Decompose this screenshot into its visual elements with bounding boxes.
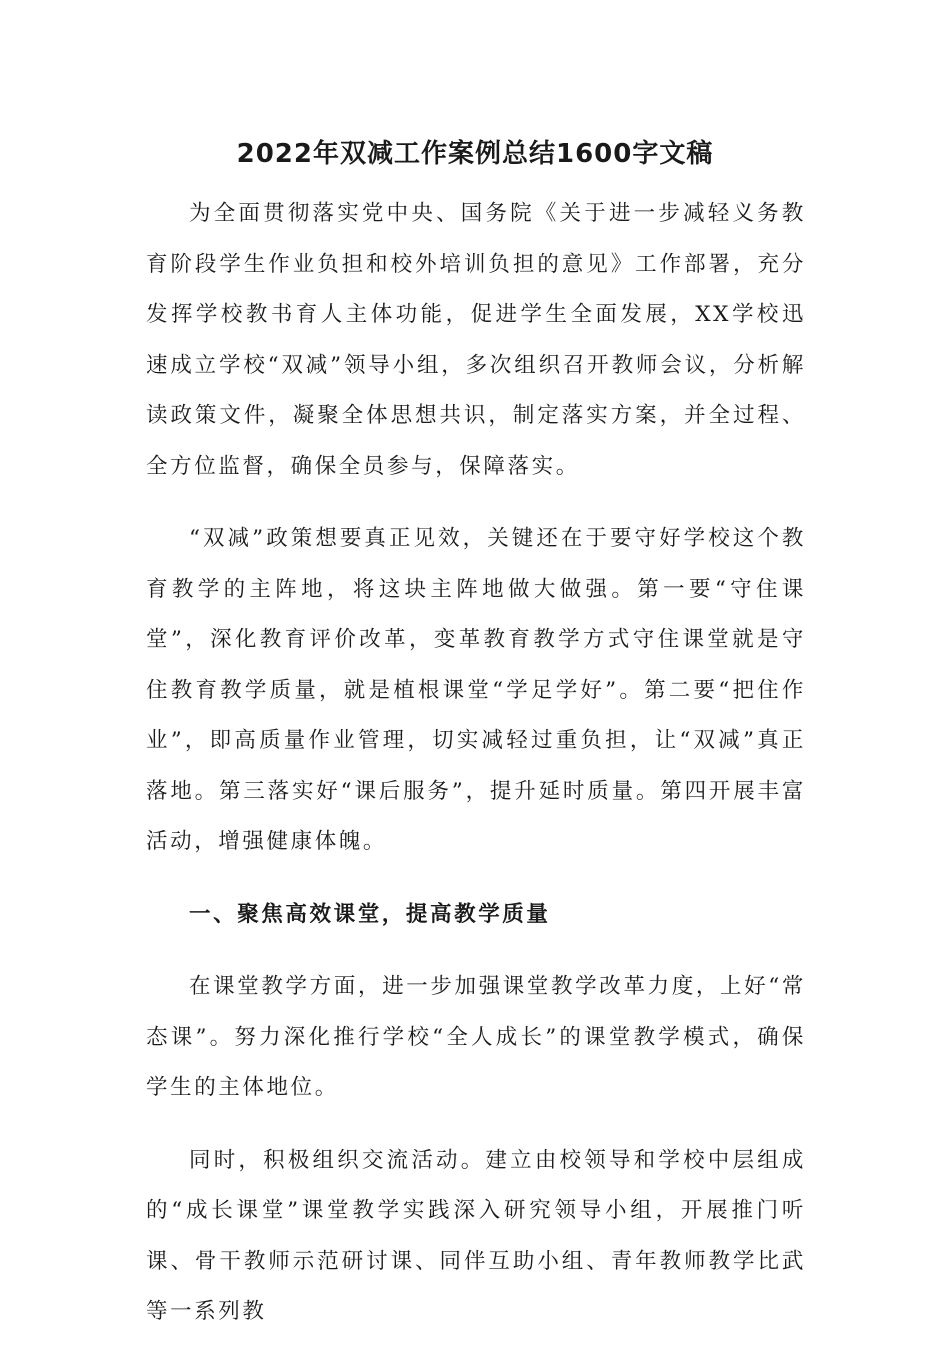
body-paragraph-1: 为全面贯彻落实党中央、国务院《关于进一步减轻义务教育阶段学生作业负担和校外培训负担的意见》工作部署，充分发挥学校教书育人主体功能，促进学生全面发展，XX学校迅速成立学校“双减”领导小组，多次组织召开教师会议，分析解读政策文件，凝聚全体思想共识，制定落实方案，并全过程、全方位监督，确保全员参与，保障落实。 <box>146 201 806 479</box>
document-title: 2022年双减工作案例总结1600字文稿 <box>236 139 714 169</box>
section-paragraph-1: 在课堂教学方面，进一步加强课堂教学改革力度，上好“常态课”。努力深化推行学校“全人成长”的课堂教学模式，确保学生的主体地位。 <box>146 974 806 1100</box>
section-heading-1: 一、聚焦高效课堂，提高教学质量 <box>189 901 551 927</box>
body-paragraph-2: “双减”政策想要真正见效，关键还在于要守好学校这个教育教学的主阵地，将这块主阵地做大做强。第一要“守住课堂”，深化教育评价改革，变革教育教学方式守住课堂就是守住教育教学质量，就是植根课堂“学足学好”。第二要“把住作业”，即高质量作业管理，切实减轻过重负担，让“双减”真正落地。第三落实好“课后服务”，提升延时质量。第四开展丰富活动，增强健康体魄。 <box>146 526 806 854</box>
document-body <box>146 189 806 1360</box>
section-paragraph-2: 同时，积极组织交流活动。建立由校领导和学校中层组成的“成长课堂”课堂教学实践深入研究领导小组，开展推门听课、骨干教师示范研讨课、同伴互助小组、青年教师教学比武等一系列教 <box>146 1147 806 1324</box>
